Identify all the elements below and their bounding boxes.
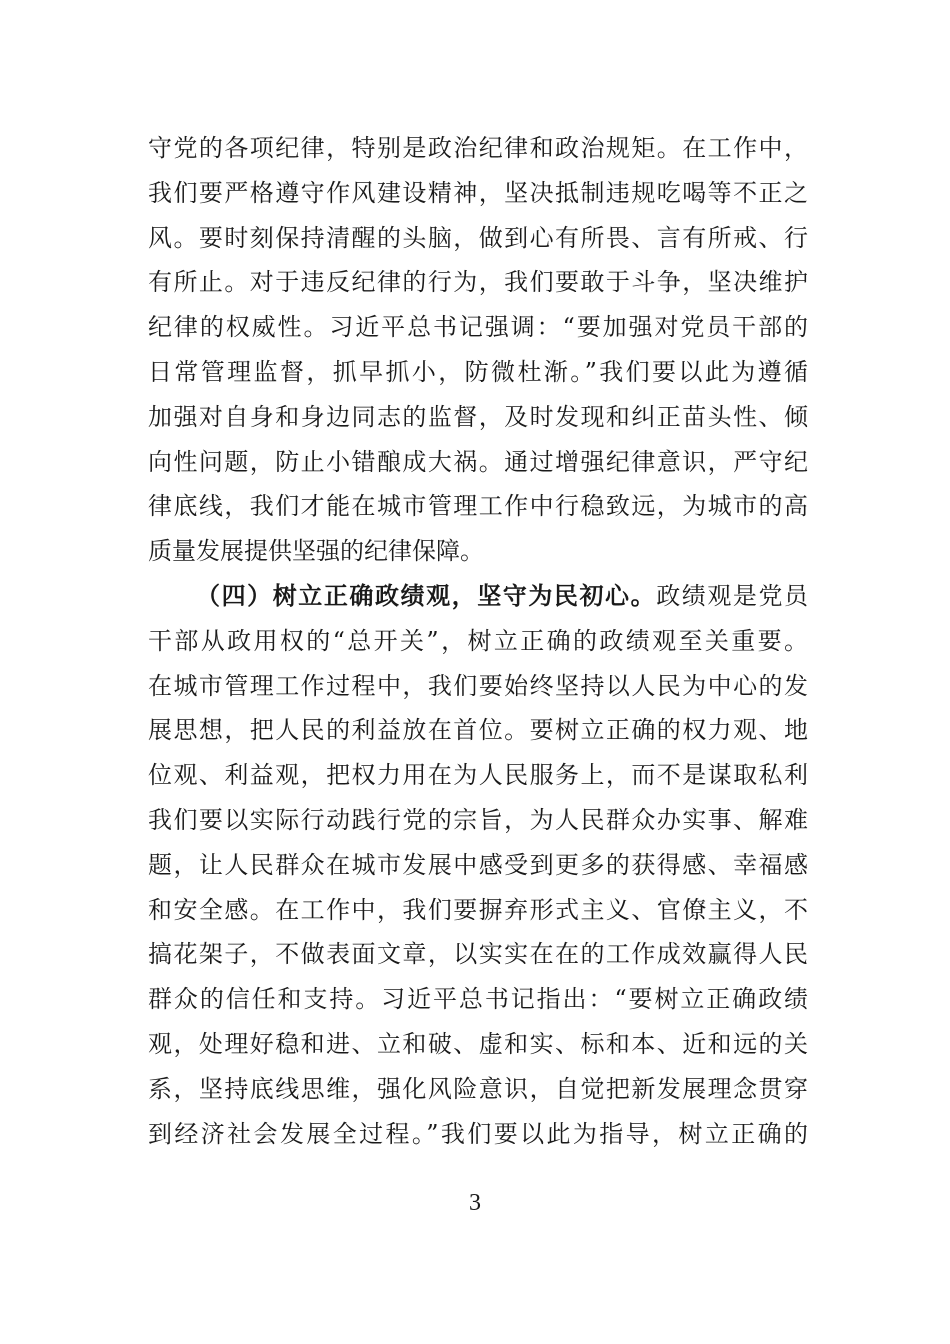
text-line: 纪律的权威性。习近平总书记强调：“要加强对党员干部的 bbox=[148, 313, 808, 342]
page-number: 3 bbox=[469, 1190, 481, 1216]
text-line: 律底线，我们才能在城市管理工作中行稳致远，为城市的高 bbox=[148, 492, 808, 521]
text-line: 守党的各项纪律，特别是政治纪律和政治规矩。在工作中， bbox=[148, 134, 808, 162]
text-line: 群众的信任和支持。习近平总书记指出：“要树立正确政绩 bbox=[148, 985, 808, 1014]
text-line: 在城市管理工作过程中，我们要始终坚持以人民为中心的发 bbox=[148, 671, 808, 700]
text-line: 日常管理监督，抓早抓小，防微杜渐。”我们要以此为遵循 bbox=[148, 357, 808, 386]
text-line: 搞花架子，不做表面文章，以实实在在的工作成效赢得人民 bbox=[148, 940, 808, 969]
text-line: 加强对自身和身边同志的监督，及时发现和纠正苗头性、倾 bbox=[148, 402, 808, 431]
section-heading: （四）树立正确政绩观，坚守为民初心。 bbox=[196, 580, 657, 610]
text-line: 到经济社会发展全过程。”我们要以此为指导，树立正确的 bbox=[148, 1119, 808, 1148]
text-line: 有所止。对于违反纪律的行为，我们要敢于斗争，坚决维护 bbox=[148, 268, 808, 297]
text-line: 我们要以实际行动践行党的宗旨，为人民群众办实事、解难 bbox=[148, 805, 808, 834]
text-line: 风。要时刻保持清醒的头脑，做到心有所畏、言有所戒、行 bbox=[148, 223, 808, 252]
text-line: 向性问题，防止小错酿成大祸。通过增强纪律意识，严守纪 bbox=[148, 447, 808, 476]
text-line: 系，坚持底线思维，强化风险意识，自觉把新发展理念贯穿 bbox=[148, 1074, 808, 1103]
body-text bbox=[148, 126, 808, 1156]
text-line: 展思想，把人民的利益放在首位。要树立正确的权力观、地 bbox=[148, 716, 808, 745]
text-line: 观，处理好稳和进、立和破、虚和实、标和本、近和远的关 bbox=[148, 1029, 808, 1058]
text-line: 位观、利益观，把权力用在为人民服务上，而不是谋取私利 bbox=[148, 761, 808, 790]
text-line: 质量发展提供坚强的纪律保障。 bbox=[148, 537, 484, 566]
text-line: 我们要严格遵守作风建设精神，坚决抵制违规吃喝等不正之 bbox=[148, 178, 808, 207]
section-first-line-text: 政绩观是党员 bbox=[656, 581, 808, 610]
section-first-line bbox=[148, 574, 808, 619]
text-line: 题，让人民群众在城市发展中感受到更多的获得感、幸福感 bbox=[148, 850, 808, 879]
text-line: 干部从政用权的“总开关”，树立正确的政绩观至关重要。 bbox=[148, 626, 808, 655]
text-line: 和安全感。在工作中，我们要摒弃形式主义、官僚主义，不 bbox=[148, 895, 808, 924]
